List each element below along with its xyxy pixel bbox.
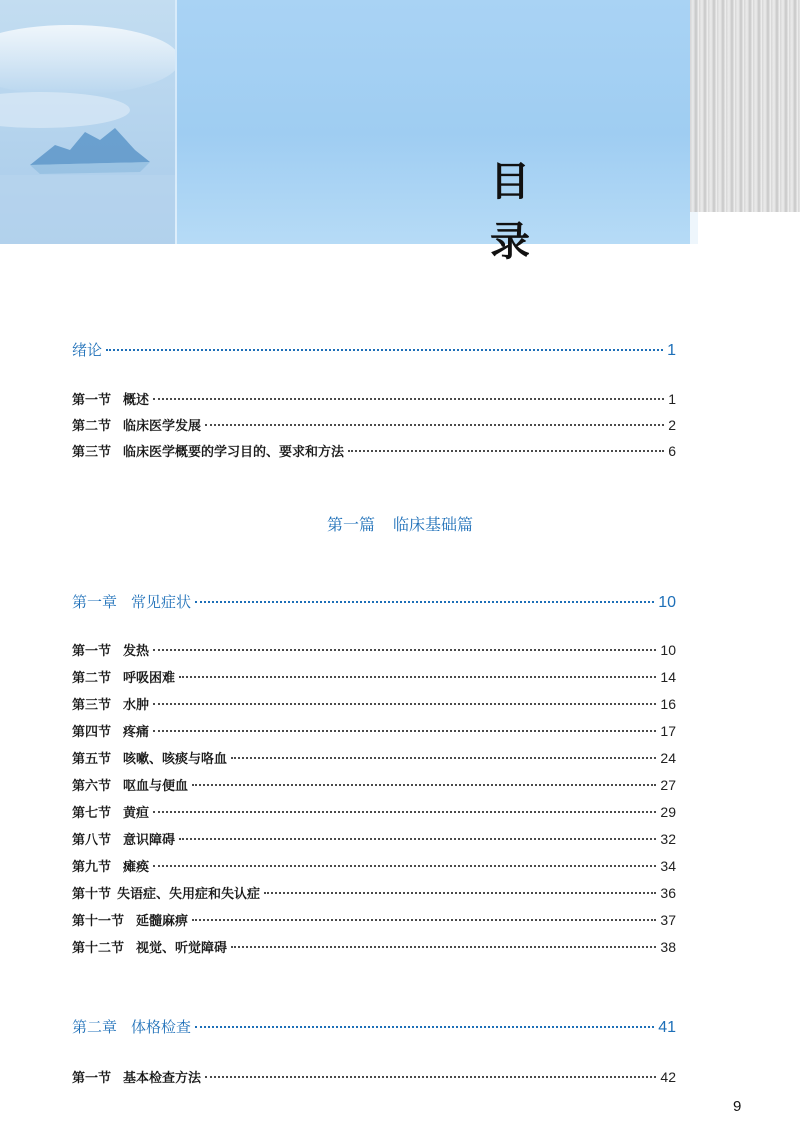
page-number: 9: [733, 1098, 742, 1115]
toc-entry-title: 绪论: [72, 341, 103, 359]
part-title: 临床基础篇: [393, 515, 474, 534]
toc-entry-section[interactable]: [72, 802, 676, 821]
dot-leader: [106, 349, 663, 351]
section-number: 第二节: [72, 419, 112, 434]
dot-leader: [153, 865, 656, 867]
toc-entry-section[interactable]: [72, 748, 676, 767]
section-number: 第八节: [72, 833, 112, 848]
banner-landscape-panel: [0, 0, 175, 244]
page-title: 目 录: [490, 158, 558, 265]
gray-texture-strip: [690, 0, 800, 212]
section-page: 24: [660, 750, 676, 766]
section-page: 17: [660, 723, 676, 739]
section-page: 16: [660, 696, 676, 712]
toc-entry-section[interactable]: [72, 1067, 676, 1086]
section-number: 第二节: [72, 671, 112, 686]
section-title: 临床医学发展: [123, 419, 202, 434]
section-page: 32: [660, 831, 676, 847]
section-title: 黄疸: [123, 806, 150, 821]
dot-leader: [153, 649, 656, 651]
section-page: 10: [660, 642, 676, 658]
section-number: 第七节: [72, 806, 112, 821]
toc-entry-section[interactable]: [72, 721, 676, 740]
section-page: 6: [668, 443, 676, 459]
dot-leader: [231, 757, 656, 759]
dot-leader: [348, 450, 664, 452]
toc-entry-section[interactable]: [72, 694, 676, 713]
section-number: 第十节: [72, 887, 112, 902]
toc-entry-section[interactable]: [72, 415, 676, 434]
toc-entry-section[interactable]: [72, 883, 676, 902]
section-page: 14: [660, 669, 676, 685]
section-page: 1: [668, 391, 676, 407]
toc-entry-section[interactable]: [72, 829, 676, 848]
dot-leader: [153, 730, 656, 732]
banner-divider: [175, 0, 177, 244]
dot-leader: [179, 838, 656, 840]
dot-leader: [205, 1076, 656, 1078]
dot-leader: [192, 784, 656, 786]
section-page: 38: [660, 939, 676, 955]
dot-leader: [153, 398, 664, 400]
chapter-page: 41: [658, 1019, 676, 1036]
section-number: 第九节: [72, 860, 112, 875]
toc-entry-section[interactable]: [72, 910, 676, 929]
toc-entry-intro[interactable]: [72, 339, 676, 360]
toc-entry-section[interactable]: [72, 640, 676, 659]
chapter-number: 第一章: [72, 593, 118, 611]
toc-entry-section[interactable]: [72, 856, 676, 875]
chapter-title: 常见症状: [131, 593, 192, 611]
section-title: 咳嗽、咳痰与咯血: [123, 752, 228, 767]
dot-leader: [205, 424, 664, 426]
toc-entry-chapter-2[interactable]: [72, 1016, 676, 1037]
dot-leader: [195, 1026, 654, 1028]
toc-entry-section[interactable]: [72, 775, 676, 794]
chapter-title: 体格检查: [131, 1018, 192, 1036]
section-title: 意识障碍: [123, 833, 176, 848]
section-title: 失语症、失用症和失认症: [117, 887, 261, 902]
toc-entry-section[interactable]: [72, 667, 676, 686]
section-number: 第三节: [72, 698, 112, 713]
dot-leader: [231, 946, 656, 948]
section-title: 基本检查方法: [123, 1071, 202, 1086]
section-page: 29: [660, 804, 676, 820]
section-title: 水肿: [123, 698, 150, 713]
dot-leader: [192, 919, 656, 921]
dot-leader: [179, 676, 656, 678]
dot-leader: [264, 892, 656, 894]
section-page: 37: [660, 912, 676, 928]
section-number: 第四节: [72, 725, 112, 740]
section-number: 第一节: [72, 393, 112, 408]
section-title: 瘫痪: [123, 860, 150, 875]
toc-entry-page: 1: [667, 342, 676, 359]
section-page: 36: [660, 885, 676, 901]
toc-entry-section[interactable]: [72, 389, 676, 408]
section-number: 第一节: [72, 1071, 112, 1086]
part-heading: [0, 512, 800, 535]
section-title: 呕血与便血: [123, 779, 189, 794]
section-number: 第五节: [72, 752, 112, 767]
section-title: 延髓麻痹: [136, 914, 189, 929]
toc-entry-section[interactable]: [72, 937, 676, 956]
section-title: 呼吸困难: [123, 671, 176, 686]
section-page: 2: [668, 417, 676, 433]
section-page: 42: [660, 1069, 676, 1085]
toc-entry-section[interactable]: [72, 441, 676, 460]
section-page: 27: [660, 777, 676, 793]
section-title: 发热: [123, 644, 150, 659]
part-number: 第一篇: [326, 515, 375, 534]
section-number: 第三节: [72, 445, 112, 460]
dot-leader: [153, 811, 656, 813]
dot-leader: [195, 601, 654, 603]
section-title: 疼痛: [123, 725, 150, 740]
chapter-page: 10: [658, 594, 676, 611]
section-number: 第六节: [72, 779, 112, 794]
toc-entry-chapter-1[interactable]: [72, 591, 676, 612]
dot-leader: [153, 703, 656, 705]
section-title: 临床医学概要的学习目的、要求和方法: [123, 445, 345, 460]
chapter-number: 第二章: [72, 1018, 118, 1036]
mountain-lake-illustration: [0, 0, 175, 244]
section-title: 视觉、听觉障碍: [136, 941, 228, 956]
section-title: 概述: [123, 393, 150, 408]
section-number: 第一节: [72, 644, 112, 659]
section-page: 34: [660, 858, 676, 874]
section-number: 第十一节: [72, 914, 125, 929]
section-number: 第十二节: [72, 941, 125, 956]
